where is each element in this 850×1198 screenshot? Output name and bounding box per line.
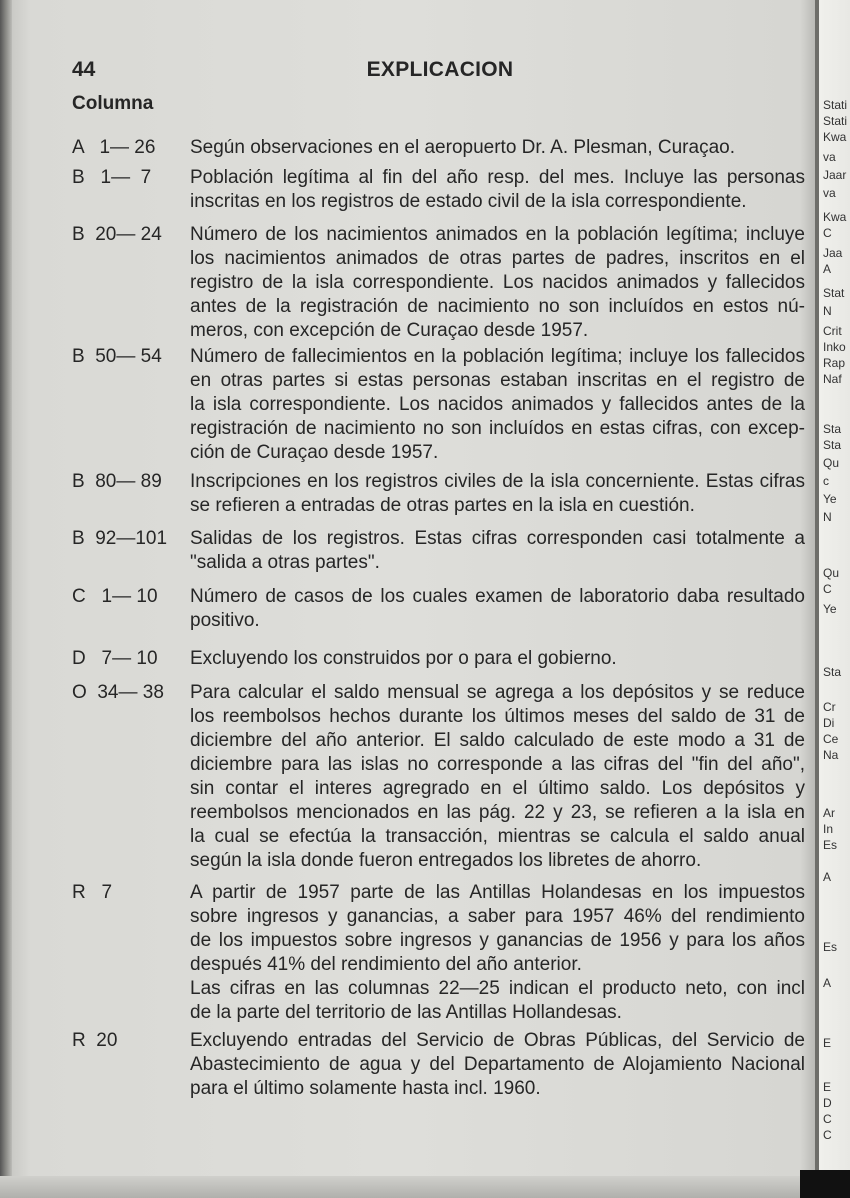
entry-text: [190, 647, 805, 671]
entry-text: [190, 166, 805, 214]
next-page-text-fragment: Crit: [823, 324, 842, 338]
entry-text: [190, 1029, 805, 1101]
text-line: la isla correspondiente. Los nacidos animados y fallecidos antes de la: [190, 394, 805, 415]
text-line: Excluyendo los construidos por o para el gobierno.: [190, 648, 617, 669]
entry-text: [190, 881, 805, 1025]
next-page-text-fragment: Stat: [823, 286, 845, 300]
next-page-text-fragment: Es: [823, 838, 838, 852]
next-page-text-fragment: Qu: [823, 566, 840, 580]
text-line: Para calcular el saldo mensual se agrega a los depósitos y se reduce: [190, 682, 805, 703]
next-page-text-fragment: Ye: [823, 602, 837, 616]
next-page-text-fragment: Naf: [823, 372, 842, 386]
next-page-text-fragment: N: [823, 510, 832, 524]
column-code: B 1— 7: [72, 167, 152, 188]
text-line: según la isla donde fueron entregados los libretes de ahorro.: [190, 850, 702, 871]
book-binding: [0, 0, 12, 1198]
entry-text: [190, 136, 805, 160]
text-line: meros, con excepción de Curaçao desde 1957.: [190, 320, 589, 341]
entry-text: [190, 470, 805, 518]
next-page-text-fragment: C: [823, 582, 832, 596]
next-page-text-fragment: N: [823, 304, 832, 318]
text-line: diciembre del año anterior. El saldo calculado de este modo a 31 de: [190, 730, 805, 751]
page-title: EXPLICACION: [366, 58, 514, 81]
entry-text: [190, 527, 805, 575]
column-heading: Columna: [72, 93, 154, 114]
text-line: Número de fallecimientos en la población legítima; incluye los fallecidos: [190, 346, 805, 367]
text-line: los nacimientos animados de otras partes de padres, inscritos en el: [190, 248, 805, 269]
next-page-text-fragment: Cr: [823, 700, 836, 714]
text-line: la cual se efectúa la transacción, mientras se calcula el saldo anual: [190, 826, 805, 847]
next-page-text-fragment: A: [823, 870, 832, 884]
text-line: inscritas en los registros de estado civil de la isla correspondiente.: [190, 191, 747, 212]
text-line: ción de Curaçao desde 1957.: [190, 442, 439, 463]
text-line: positivo.: [190, 610, 260, 631]
entry-text: [190, 681, 805, 873]
text-line: antes de la registración de nacimiento no son incluídos en estos nú-: [190, 296, 805, 317]
next-page-text-fragment: Kwa: [823, 210, 847, 224]
next-page-text-fragment: C: [823, 226, 832, 240]
next-page-text-fragment: A: [823, 976, 832, 990]
next-page-text-fragment: Ce: [823, 732, 839, 746]
next-page-text-fragment: Sta: [823, 422, 842, 436]
text-line: Las cifras en las columnas 22—25 indican el producto neto, con incl: [190, 978, 805, 999]
next-page-text-fragment: Jaar: [823, 168, 847, 182]
text-line: Inscripciones en los registros civiles de la isla concerniente. Estas cifras: [190, 471, 805, 492]
text-line: los reembolsos hechos durante los últimos meses del saldo de 31 de: [190, 706, 805, 727]
text-line: Abastecimiento de agua y del Departamento de Alojamiento Nacional: [190, 1054, 805, 1075]
scan-background: [800, 1170, 850, 1198]
text-line: diciembre para las islas no corresponde a las cifras del "fin del año",: [190, 754, 805, 775]
text-line: A partir de 1957 parte de las Antillas Holandesas en los impuestos: [190, 882, 805, 903]
column-code: B 80— 89: [72, 471, 162, 492]
page-gutter: [815, 0, 819, 1180]
next-page-text-fragment: E: [823, 1036, 832, 1050]
next-page-text-fragment: Ar: [823, 806, 835, 820]
next-page-edge: [819, 0, 850, 1175]
text-line: Excluyendo entradas del Servicio de Obras Públicas, del Servicio de: [190, 1030, 805, 1051]
text-line: "salida a otras partes".: [190, 552, 380, 573]
text-line: Población legítima al fin del año resp. del mes. Incluye las personas: [190, 167, 805, 188]
text-line: de la parte del territorio de las Antillas Hollandesas.: [190, 1002, 622, 1023]
column-code: R 7: [72, 882, 113, 903]
column-code: A 1— 26: [72, 137, 156, 158]
next-page-text-fragment: A: [823, 262, 832, 276]
column-code: B 92—101: [72, 528, 168, 549]
text-line: sobre ingresos y ganancias, a saber para 1957 46% del rendimiento: [190, 906, 805, 927]
text-line: en otras partes si estas personas estaban inscritas en el registro de: [190, 370, 805, 391]
entry-text: [190, 223, 805, 343]
page-bottom-edge: [0, 1176, 850, 1198]
next-page-text-fragment: C: [823, 1128, 832, 1142]
next-page-text-fragment: c: [823, 474, 829, 488]
text-line: Número de los nacimientos animados en la población legítima; incluye: [190, 224, 805, 245]
column-code: R 20: [72, 1030, 118, 1051]
column-code: C 1— 10: [72, 586, 158, 607]
next-page-text-fragment: Qu: [823, 456, 840, 470]
column-code: D 7— 10: [72, 648, 158, 669]
page-number: 44: [72, 58, 96, 81]
next-page-text-fragment: In: [823, 822, 834, 836]
text-line: reembolsos mencionados en las pág. 22 y 23, se refieren a la isla en: [190, 802, 805, 823]
text-line: después 41% del rendimiento del año anterior.: [190, 954, 582, 975]
next-page-text-fragment: Sta: [823, 438, 842, 452]
next-page-text-fragment: va: [823, 150, 836, 164]
column-code: O 34— 38: [72, 682, 164, 703]
text-line: registro de la isla correspondiente. Los nacidos animados y fallecidos: [190, 272, 805, 293]
next-page-text-fragment: Sta: [823, 665, 842, 679]
next-page-text-fragment: va: [823, 186, 836, 200]
next-page-text-fragment: Di: [823, 716, 835, 730]
next-page-text-fragment: C: [823, 1112, 832, 1126]
column-code: B 50— 54: [72, 346, 162, 367]
next-page-text-fragment: E: [823, 1080, 832, 1094]
text-line: para el último solamente hasta incl. 1960.: [190, 1078, 541, 1099]
text-line: sin contar el interes agregrado en el último saldo. Los depósitos y: [190, 778, 805, 799]
text-line: Según observaciones en el aeropuerto Dr. A. Plesman, Curaçao.: [190, 137, 735, 158]
next-page-text-fragment: Stati: [823, 114, 848, 128]
next-page-text-fragment: D: [823, 1096, 832, 1110]
next-page-text-fragment: Inko: [823, 340, 846, 354]
text-line: se refieren a entradas de otras partes en la isla en cuestión.: [190, 495, 695, 516]
text-line: de los impuestos sobre ingresos y ganancias de 1956 y para los años: [190, 930, 805, 951]
next-page-text-fragment: Na: [823, 748, 839, 762]
entry-text: [190, 585, 805, 633]
entry-text: [190, 345, 805, 465]
column-code: B 20— 24: [72, 224, 162, 245]
next-page-text-fragment: Jaa: [823, 246, 843, 260]
next-page-text-fragment: Rap: [823, 356, 846, 370]
next-page-text-fragment: Ye: [823, 492, 837, 506]
next-page-text-fragment: Es: [823, 940, 838, 954]
text-line: Salidas de los registros. Estas cifras corresponden casi totalmente a: [190, 528, 805, 549]
next-page-text-fragment: Stati: [823, 98, 848, 112]
text-line: Número de casos de los cuales examen de laboratorio daba resultado: [190, 586, 805, 607]
text-line: registración de nacimiento no son incluídos en estas cifras, con excep-: [190, 418, 805, 439]
next-page-text-fragment: Kwa: [823, 130, 847, 144]
